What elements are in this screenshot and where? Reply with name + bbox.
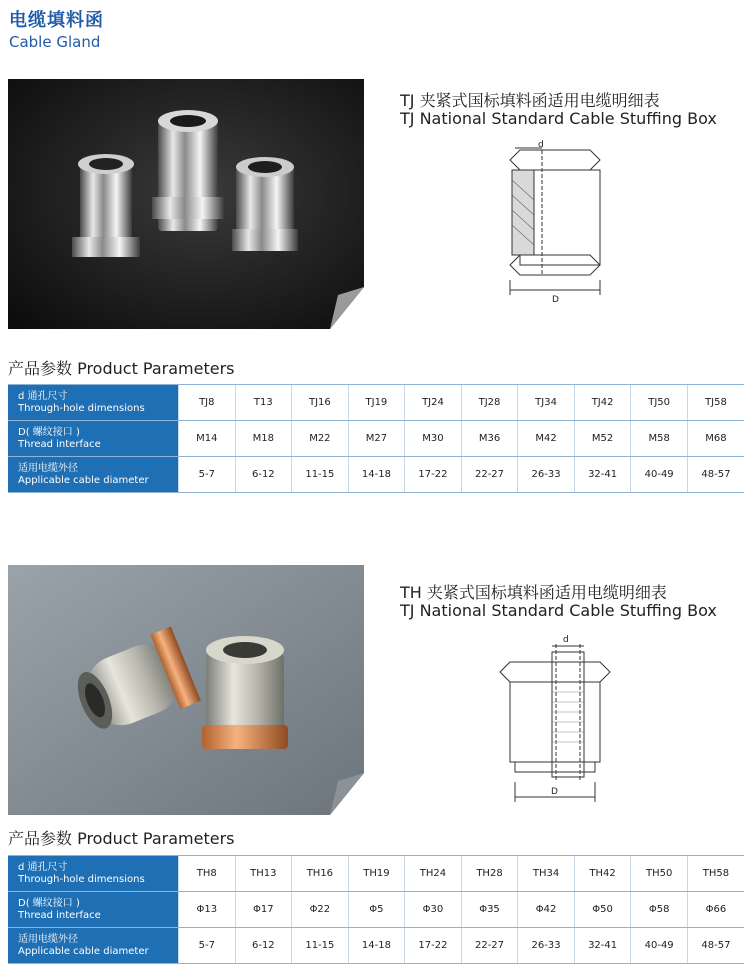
table-cell: Φ66 xyxy=(687,892,744,928)
table-row xyxy=(8,457,744,493)
table-cell: Φ30 xyxy=(405,892,462,928)
table-cell: Φ42 xyxy=(518,892,575,928)
table-cell: TH58 xyxy=(687,856,744,892)
table-cell: TH50 xyxy=(631,856,688,892)
table-cell: 40-49 xyxy=(631,928,688,964)
row-label xyxy=(8,385,179,421)
table-cell: M14 xyxy=(179,421,236,457)
table-cell: 5-7 xyxy=(179,928,236,964)
row-label-cn: 适用电缆外径 xyxy=(18,462,78,474)
tj-diagram-label-D: D xyxy=(552,295,559,305)
table-row xyxy=(8,421,744,457)
table-cell: M18 xyxy=(235,421,292,457)
table-cell: Φ50 xyxy=(574,892,631,928)
row-label-en: Thread interface xyxy=(18,909,101,921)
table-cell: 48-57 xyxy=(687,457,744,493)
row-label-cn: d 通孔尺寸 xyxy=(18,390,68,402)
table-cell: 17-22 xyxy=(405,457,462,493)
row-label xyxy=(8,856,179,892)
row-label-en: Applicable cable diameter xyxy=(18,945,149,957)
page-title-en: Cable Gland xyxy=(9,33,101,51)
row-label-cn: d 通孔尺寸 xyxy=(18,861,68,873)
table-cell: TJ8 xyxy=(179,385,236,421)
table-cell: TH19 xyxy=(348,856,405,892)
th-gland-diagram xyxy=(490,632,620,811)
table-cell: M58 xyxy=(631,421,688,457)
table-cell: Φ35 xyxy=(461,892,518,928)
table-cell: M36 xyxy=(461,421,518,457)
th-product-photo xyxy=(8,565,364,815)
table-cell: 22-27 xyxy=(461,928,518,964)
row-label-en: Through-hole dimensions xyxy=(18,402,145,414)
th-diagram-label-d: d xyxy=(563,635,569,645)
table-cell: Φ58 xyxy=(631,892,688,928)
table-cell: 40-49 xyxy=(631,457,688,493)
table-cell: TJ24 xyxy=(405,385,462,421)
tj-product-photo xyxy=(8,79,364,329)
table-cell: TH42 xyxy=(574,856,631,892)
table-cell: TJ19 xyxy=(348,385,405,421)
table-cell: TH28 xyxy=(461,856,518,892)
row-label-en: Thread interface xyxy=(18,438,101,450)
table-cell: TH8 xyxy=(179,856,236,892)
th-table-title-cn: TH 夹紧式国标填料函适用电缆明细表 xyxy=(400,583,667,602)
table-cell: 11-15 xyxy=(292,457,349,493)
tj-table-title-en: TJ National Standard Cable Stuffing Box xyxy=(400,109,717,128)
table-cell: TH34 xyxy=(518,856,575,892)
table-cell: TJ28 xyxy=(461,385,518,421)
table-cell: M68 xyxy=(687,421,744,457)
row-label-cn: D( 螺纹接口 ) xyxy=(18,897,80,909)
table-cell: TJ16 xyxy=(292,385,349,421)
table-cell: 26-33 xyxy=(518,928,575,964)
table-cell: 17-22 xyxy=(405,928,462,964)
row-label-cn: 适用电缆外径 xyxy=(18,933,78,945)
table-cell: TJ34 xyxy=(518,385,575,421)
table-cell: 5-7 xyxy=(179,457,236,493)
table-cell: Φ13 xyxy=(179,892,236,928)
table-row xyxy=(8,856,744,892)
table-cell: M52 xyxy=(574,421,631,457)
row-label xyxy=(8,457,179,493)
table-cell: M42 xyxy=(518,421,575,457)
tj-table-title-cn: TJ 夹紧式国标填料函适用电缆明细表 xyxy=(400,91,660,110)
table-cell: T13 xyxy=(235,385,292,421)
th-diagram-label-D: D xyxy=(551,787,558,797)
tj-diagram-label-d: d xyxy=(538,140,544,150)
page-title-cn: 电缆填料函 xyxy=(9,10,104,31)
table-cell: M22 xyxy=(292,421,349,457)
th-params-heading: 产品参数 Product Parameters xyxy=(8,829,235,848)
table-cell: TH24 xyxy=(405,856,462,892)
table-cell: M27 xyxy=(348,421,405,457)
table-cell: 32-41 xyxy=(574,928,631,964)
table-cell: 6-12 xyxy=(235,928,292,964)
table-cell: 11-15 xyxy=(292,928,349,964)
row-label-en: Through-hole dimensions xyxy=(18,873,145,885)
tj-params-table xyxy=(8,384,744,493)
table-cell: Φ22 xyxy=(292,892,349,928)
row-label-en: Applicable cable diameter xyxy=(18,474,149,486)
row-label xyxy=(8,928,179,964)
table-cell: TJ42 xyxy=(574,385,631,421)
table-cell: 26-33 xyxy=(518,457,575,493)
table-cell: TH16 xyxy=(292,856,349,892)
table-cell: 32-41 xyxy=(574,457,631,493)
table-row xyxy=(8,928,744,964)
table-row xyxy=(8,892,744,928)
table-cell: M30 xyxy=(405,421,462,457)
row-label xyxy=(8,421,179,457)
table-cell: TH13 xyxy=(235,856,292,892)
table-cell: 14-18 xyxy=(348,928,405,964)
table-cell: Φ17 xyxy=(235,892,292,928)
table-cell: TJ58 xyxy=(687,385,744,421)
th-table-title-en: TJ National Standard Cable Stuffing Box xyxy=(400,601,717,620)
row-label xyxy=(8,892,179,928)
table-cell: TJ50 xyxy=(631,385,688,421)
table-cell: 48-57 xyxy=(687,928,744,964)
table-row xyxy=(8,385,744,421)
th-params-table xyxy=(8,855,744,964)
table-cell: 6-12 xyxy=(235,457,292,493)
table-cell: Φ5 xyxy=(348,892,405,928)
tj-params-heading: 产品参数 Product Parameters xyxy=(8,359,235,378)
row-label-cn: D( 螺纹接口 ) xyxy=(18,426,80,438)
tj-gland-diagram xyxy=(490,140,620,314)
table-cell: 14-18 xyxy=(348,457,405,493)
table-cell: 22-27 xyxy=(461,457,518,493)
